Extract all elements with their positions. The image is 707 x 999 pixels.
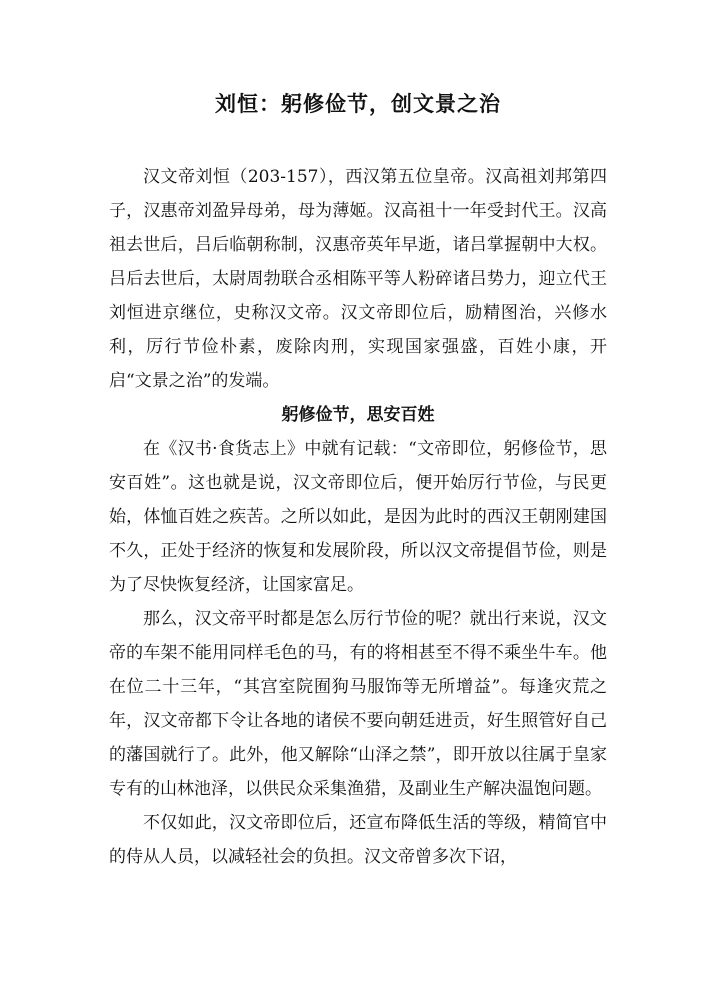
section-paragraph-2: 那么，汉文帝平时都是怎么厉行节俭的呢？就出行来说，汉文帝的车架不能用同样毛色的马，有的将相甚至不得不乘坐牛车。他在位二十三年，“其宫室院囿狗马服饰等无所增益”。每逢灾荒之年，汉文帝都下令让各地的诸侯不要向朝廷进贡，好生照管好自己的藩国就行了。此外，他又解除“山泽之禁”，即开放以往属于皇家专有的山林池泽，以供民众采集渔猎，及副业生产解决温饱问题。 [109, 609, 607, 799]
document-page [109, 88, 607, 874]
section-paragraph-3: 不仅如此，汉文帝即位后，还宣布降低生活的等级，精简官中的侍从人员，以减轻社会的负担。汉文帝曾多次下诏， [109, 813, 607, 867]
article-title: 刘恒：躬修俭节，创文景之治 [215, 91, 501, 116]
intro-paragraph: 汉文帝刘恒（203-157），西汉第五位皇帝。汉高祖刘邦第四子，汉惠帝刘盈异母弟，母为薄姬。汉高祖十一年受封代王。汉高祖去世后，吕后临朝称制，汉惠帝英年早逝，诸吕掌握朝中大权。吕后去世后，太尉周勃联合丞相陈平等人粉碎诸吕势力，迎立代王刘恒进京继位，史称汉文帝。汉文帝即位后，励精图治，兴修水利，厉行节俭朴素，废除肉刑，实现国家强盛，百姓小康，开启“文景之治”的发端。 [109, 167, 607, 391]
section-paragraph-1: 在《汉书·食货志上》中就有记载：“文帝即位，躬修俭节，思安百姓”。这也就是说，汉文帝即位后，便开始厉行节俭，与民更始，体恤百姓之疾苦。之所以如此，是因为此时的西汉王朝刚建国不久，正处于经济的恢复和发展阶段，所以汉文帝提倡节俭，则是为了尽快恢复经济，让国家富足。 [109, 439, 607, 595]
section-subtitle: 躬修俭节，思安百姓 [281, 405, 435, 425]
